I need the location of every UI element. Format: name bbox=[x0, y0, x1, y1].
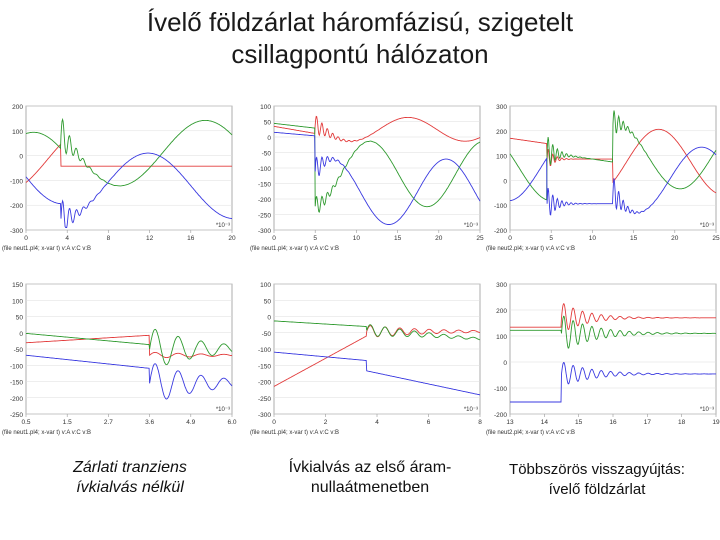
legend-text: (file neut1.pl4; x-var t) v:A v:C v:B bbox=[2, 430, 92, 436]
y-tick-label: 0 bbox=[267, 135, 271, 142]
x-tick-label: 3.6 bbox=[145, 419, 155, 426]
y-tick-label: 0 bbox=[503, 360, 507, 367]
x-tick-label: 0 bbox=[272, 419, 276, 426]
x-tick-label: 0.5 bbox=[21, 419, 31, 426]
x-tick-label: 6.0 bbox=[227, 419, 237, 426]
y-tick-label: 300 bbox=[496, 104, 507, 111]
page-title bbox=[0, 6, 720, 70]
y-tick-label: 50 bbox=[15, 314, 23, 322]
x-tick-label: 19 bbox=[712, 419, 720, 426]
series-line-v-a bbox=[26, 335, 232, 357]
y-tick-label: -300 bbox=[257, 412, 271, 419]
y-tick-label: -200 bbox=[257, 379, 271, 387]
y-tick-label: -200 bbox=[493, 412, 507, 419]
x-scale-label: *10⁻³ bbox=[463, 407, 478, 413]
series-line-v-b bbox=[26, 153, 232, 227]
x-scale-label: *10⁻³ bbox=[699, 407, 714, 413]
series-line-v-a bbox=[510, 304, 716, 330]
x-tick-label: 2.7 bbox=[103, 419, 113, 426]
x-scale-label: *10⁻³ bbox=[699, 223, 714, 229]
x-tick-label: 1.5 bbox=[62, 419, 72, 426]
x-tick-label: 4.9 bbox=[186, 419, 196, 426]
waveform-svg-4 bbox=[0, 278, 236, 436]
waveform-chart-2 bbox=[248, 100, 484, 252]
y-tick-label: -250 bbox=[9, 412, 23, 419]
x-tick-label: 5 bbox=[549, 235, 554, 242]
series-line-v-b bbox=[510, 363, 716, 403]
waveform-chart-3 bbox=[484, 100, 720, 252]
series-line-v-a bbox=[274, 116, 480, 141]
caption-3 bbox=[482, 460, 712, 500]
y-tick-label: 50 bbox=[263, 298, 271, 306]
legend-text: (file neut2.pl4; x-var t) v:A v:C v:B bbox=[486, 246, 576, 252]
x-tick-label: 5 bbox=[313, 235, 318, 242]
legend-text: (file neut2.pl4; x-var t) v:A v:C v:B bbox=[486, 430, 576, 436]
y-tick-label: 300 bbox=[496, 282, 507, 289]
x-tick-label: 10 bbox=[588, 235, 597, 242]
y-tick-label: -50 bbox=[261, 330, 271, 338]
x-tick-label: 15 bbox=[393, 235, 402, 242]
x-tick-label: 6 bbox=[426, 419, 431, 426]
title-line-1: Ívelő földzárlat háromfázisú, szigetelt bbox=[146, 7, 574, 37]
waveform-svg-3 bbox=[484, 100, 720, 252]
x-tick-label: 0 bbox=[272, 235, 276, 242]
plot-frame bbox=[26, 106, 232, 230]
y-tick-label: 150 bbox=[12, 282, 23, 289]
caption-1 bbox=[30, 458, 230, 498]
x-tick-label: 20 bbox=[671, 235, 679, 242]
y-tick-label: -100 bbox=[493, 203, 507, 211]
caption-1-line-1: Zárlati tranziens bbox=[73, 459, 187, 476]
y-tick-label: -150 bbox=[257, 363, 271, 371]
y-tick-label: 100 bbox=[496, 334, 507, 341]
waveform-chart-5 bbox=[248, 278, 484, 436]
x-tick-label: 20 bbox=[435, 235, 443, 242]
x-tick-label: 16 bbox=[609, 419, 617, 426]
y-tick-label: -50 bbox=[261, 150, 271, 158]
title-line-2: csillagpontú hálózaton bbox=[231, 39, 489, 69]
series-line-v-c bbox=[510, 316, 716, 348]
y-tick-label: -50 bbox=[13, 347, 23, 354]
caption-3-line-2: ívelő földzárlat bbox=[548, 481, 646, 498]
y-tick-label: -150 bbox=[257, 181, 271, 189]
y-tick-label: -150 bbox=[9, 379, 23, 387]
x-tick-label: 10 bbox=[352, 235, 361, 242]
x-tick-label: 15 bbox=[575, 419, 583, 426]
waveform-chart-1 bbox=[0, 100, 236, 252]
plot-frame bbox=[510, 284, 716, 414]
x-tick-label: 25 bbox=[712, 235, 720, 242]
series-line-v-a bbox=[274, 326, 480, 387]
y-tick-label: -100 bbox=[257, 166, 271, 173]
waveform-svg-1 bbox=[0, 100, 236, 252]
y-tick-label: -200 bbox=[9, 203, 23, 211]
legend-text: (file neut1.pl4; x-var t) v:A v:C v:B bbox=[250, 246, 340, 252]
y-tick-label: -100 bbox=[493, 386, 507, 393]
x-scale-label: *10⁻³ bbox=[215, 407, 230, 413]
y-tick-label: -100 bbox=[9, 178, 23, 186]
series-line-v-c bbox=[26, 120, 232, 186]
x-tick-label: 18 bbox=[678, 419, 686, 426]
x-tick-label: 20 bbox=[228, 235, 236, 242]
x-tick-label: 17 bbox=[643, 419, 651, 426]
legend-text: (file neut1.pl4; x-var t) v:A v:C v:B bbox=[250, 430, 340, 436]
x-tick-label: 2 bbox=[323, 419, 328, 426]
series-line-v-b bbox=[274, 132, 480, 224]
y-tick-label: -250 bbox=[257, 395, 271, 403]
y-tick-label: -200 bbox=[257, 197, 271, 204]
series-line-v-c bbox=[26, 329, 232, 364]
x-tick-label: 12 bbox=[145, 235, 154, 242]
y-tick-label: -300 bbox=[257, 228, 271, 235]
x-tick-label: 14 bbox=[540, 419, 548, 426]
y-tick-label: 100 bbox=[12, 298, 23, 306]
x-tick-label: 4 bbox=[65, 235, 70, 242]
caption-2-line-2: nullaátmenetben bbox=[310, 479, 430, 496]
x-tick-label: 15 bbox=[629, 235, 638, 242]
x-tick-label: 8 bbox=[106, 235, 111, 242]
y-tick-label: -100 bbox=[9, 363, 23, 371]
series-line-v-b bbox=[26, 355, 232, 399]
x-scale-label: *10⁻³ bbox=[215, 223, 230, 229]
y-tick-label: -100 bbox=[257, 347, 271, 354]
y-tick-label: 50 bbox=[263, 119, 271, 127]
y-tick-label: 100 bbox=[12, 128, 23, 136]
caption-1-line-2: ívkialvás nélkül bbox=[76, 479, 184, 496]
waveform-svg-6 bbox=[484, 278, 720, 436]
x-tick-label: 0 bbox=[508, 235, 512, 242]
series-line-v-b bbox=[274, 352, 480, 395]
y-tick-label: 0 bbox=[19, 330, 23, 338]
x-tick-label: 4 bbox=[375, 419, 379, 426]
waveform-svg-2 bbox=[248, 100, 484, 252]
y-tick-label: 100 bbox=[496, 153, 507, 161]
x-tick-label: 0 bbox=[24, 235, 28, 242]
y-tick-label: 200 bbox=[12, 104, 23, 111]
legend-text: (file neut1.pl4; x-var t) v:A v:C v:B bbox=[2, 246, 92, 252]
x-tick-label: 8 bbox=[478, 419, 482, 426]
caption-2-line-1: Ívkialvás az első áram- bbox=[288, 459, 452, 476]
caption-2 bbox=[255, 458, 485, 498]
y-tick-label: -200 bbox=[493, 228, 507, 235]
y-tick-label: 100 bbox=[260, 104, 271, 111]
y-tick-label: 200 bbox=[496, 128, 507, 136]
y-tick-label: -300 bbox=[9, 228, 23, 235]
y-tick-label: 0 bbox=[267, 314, 271, 322]
caption-3-line-1: Többszörös visszagyújtás: bbox=[509, 461, 685, 478]
series-line-v-a bbox=[26, 145, 232, 183]
y-tick-label: 0 bbox=[19, 153, 23, 161]
waveform-chart-4 bbox=[0, 278, 236, 436]
waveform-chart-6 bbox=[484, 278, 720, 436]
y-tick-label: 200 bbox=[496, 308, 507, 315]
y-tick-label: 0 bbox=[503, 178, 507, 186]
x-tick-label: 13 bbox=[506, 419, 514, 426]
x-tick-label: 25 bbox=[476, 235, 484, 242]
x-scale-label: *10⁻³ bbox=[463, 223, 478, 229]
y-tick-label: -250 bbox=[257, 212, 271, 220]
x-tick-label: 16 bbox=[187, 235, 195, 242]
y-tick-label: -200 bbox=[9, 395, 23, 403]
y-tick-label: 100 bbox=[260, 282, 271, 289]
waveform-svg-5 bbox=[248, 278, 484, 436]
